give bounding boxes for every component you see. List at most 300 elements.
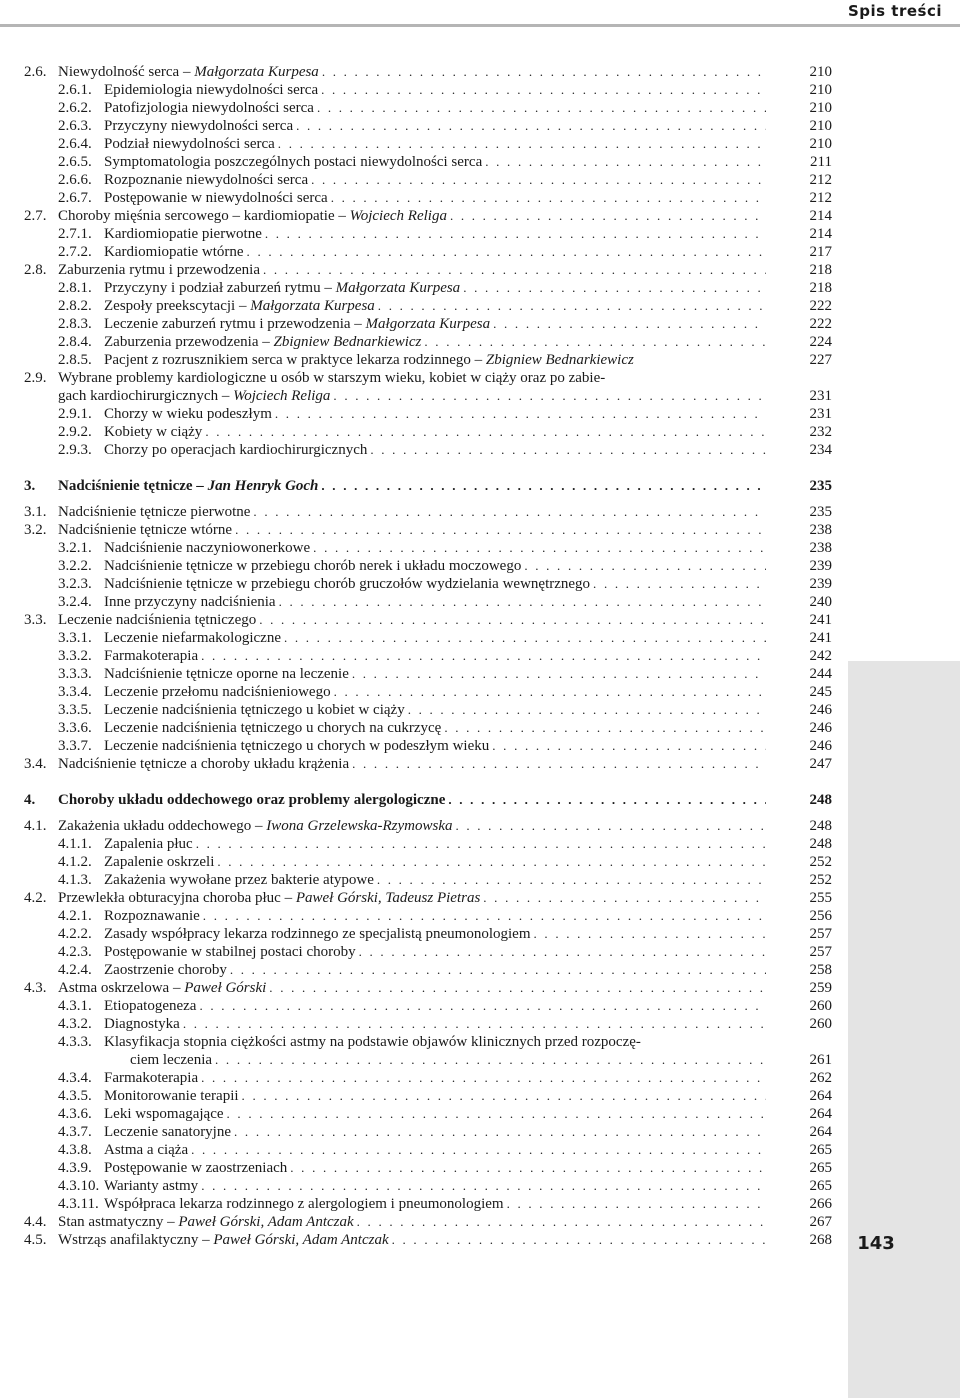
toc-entry-title: Leczenie zaburzeń rytmu i przewodzenia –	[104, 316, 366, 332]
dot-leader	[482, 153, 766, 171]
toc-entry-page: 256	[809, 908, 832, 924]
toc-entry-title: Leczenie nadciśnienia tętniczego u chorych w podeszłym wieku	[104, 738, 490, 754]
toc-entry-page: 224	[809, 334, 832, 350]
dot-leader	[590, 575, 766, 593]
toc-entry-title: Farmakoterapia	[104, 648, 199, 664]
dot-leader	[349, 665, 766, 683]
toc-entry-title: Kardiomiopatie wtórne	[104, 244, 244, 260]
toc-entry-number: 4.3.9.	[58, 1160, 92, 1176]
dot-leader	[198, 1177, 766, 1195]
toc-entry-page: 248	[809, 818, 832, 834]
toc-entry-number: 3.3.1.	[58, 630, 92, 646]
toc-entry[interactable]	[0, 997, 848, 1015]
toc-entry-author: Paweł Górski, Adam Antczak	[178, 1214, 354, 1230]
toc-entry[interactable]	[0, 423, 848, 441]
toc-entry-title: Astma oskrzelowa –	[58, 980, 185, 996]
toc-entry-title: Postępowanie w niewydolności serca	[104, 190, 328, 206]
toc-entry-number: 2.8.3.	[58, 316, 92, 332]
toc-entry-page: 258	[809, 962, 832, 978]
toc-entry-number: 4.2.1.	[58, 908, 92, 924]
toc-entry-page: 210	[809, 100, 832, 116]
dot-leader	[287, 1159, 766, 1177]
toc-entry[interactable]	[0, 171, 848, 189]
toc-entry-title: Zakażenia wywołane przez bakterie atypowe	[104, 872, 374, 888]
toc-entry-page: 247	[809, 756, 832, 772]
toc-entry-title: Przyczyny i podział zaburzeń rytmu –	[104, 280, 336, 296]
dot-leader	[375, 297, 766, 315]
toc-entry[interactable]	[0, 1159, 848, 1177]
toc-entry-number: 2.8.5.	[58, 352, 92, 368]
toc-entry-title: Symptomatologia poszczególnych postaci niewydolności serca	[104, 154, 483, 170]
toc-entry-page: 231	[809, 406, 832, 422]
toc-entry[interactable]	[0, 207, 848, 225]
toc-entry[interactable]	[0, 261, 848, 279]
toc-entry-page: 264	[809, 1106, 832, 1122]
toc-entry-number: 4.1.	[24, 818, 47, 834]
toc-entry-title: Choroby układu oddechowego oraz problemy alergologiczne	[58, 792, 446, 808]
toc-entry-number: 3.1.	[24, 504, 47, 520]
toc-entry-title: Nadciśnienie tętnicze w przebiegu chorób gruczołów wydzielania wewnętrznego	[104, 576, 591, 592]
toc-entry[interactable]	[0, 1231, 848, 1249]
toc-entry[interactable]	[0, 153, 848, 171]
toc-entry-author: Paweł Górski	[184, 980, 267, 996]
toc-entry-title: Leczenie nadciśnienia tętniczego u kobiet w ciąży	[104, 702, 405, 718]
toc-entry-number: 2.6.	[24, 64, 47, 80]
toc-entry-number: 4.3.11.	[58, 1196, 99, 1212]
toc-entry-page: 268	[809, 1232, 832, 1248]
dot-leader	[521, 557, 766, 575]
toc-entry-number: 3.3.7.	[58, 738, 92, 754]
toc-entry[interactable]	[0, 943, 848, 961]
dot-leader	[202, 423, 766, 441]
dot-leader	[421, 333, 766, 351]
toc-entry[interactable]	[0, 1069, 848, 1087]
dot-leader	[266, 979, 766, 997]
toc-entry[interactable]	[0, 979, 848, 997]
toc-entry-number: 2.7.	[24, 208, 47, 224]
toc-entry-page: 210	[809, 82, 832, 98]
dot-leader	[405, 701, 766, 719]
toc-entry-page: 210	[809, 64, 832, 80]
dot-leader	[349, 755, 766, 773]
toc-entry-number: 2.9.3.	[58, 442, 92, 458]
toc-entry-title: gach kardiochirurgicznych –	[58, 388, 234, 404]
toc-entry-number: 2.7.1.	[58, 226, 92, 242]
toc-entry-number: 3.2.3.	[58, 576, 92, 592]
toc-entry[interactable]	[0, 629, 848, 647]
toc-entry[interactable]	[0, 835, 848, 853]
toc-entry-number: 2.9.1.	[58, 406, 92, 422]
toc-entry-page: 231	[809, 388, 832, 404]
dot-leader	[489, 737, 766, 755]
toc-entry[interactable]	[0, 1033, 848, 1051]
toc-entry-number: 4.3.6.	[58, 1106, 92, 1122]
toc-entry-page: 255	[809, 890, 832, 906]
toc-entry-title: Leczenie przełomu nadciśnieniowego	[104, 684, 331, 700]
dot-leader	[262, 225, 766, 243]
toc-entry-number: 2.6.4.	[58, 136, 92, 152]
dot-leader	[198, 647, 766, 665]
toc-entry[interactable]	[0, 1195, 848, 1213]
toc-entry-page: 264	[809, 1124, 832, 1140]
toc-entry-page: 262	[809, 1070, 832, 1086]
toc-entry-number: 2.6.7.	[58, 190, 92, 206]
toc-entry[interactable]	[0, 99, 848, 117]
toc-entry-page: 217	[809, 244, 832, 260]
dot-leader	[447, 207, 766, 225]
toc-entry[interactable]	[0, 1177, 848, 1195]
toc-entry[interactable]	[0, 1141, 848, 1159]
toc-entry-page: 232	[809, 424, 832, 440]
dot-leader	[389, 1231, 766, 1249]
toc-entry-page: 246	[809, 720, 832, 736]
dot-leader	[331, 683, 766, 701]
toc-entry-page: 214	[809, 226, 832, 242]
dot-leader	[276, 593, 766, 611]
toc-entry-title: Leki wspomagające	[104, 1106, 224, 1122]
toc-entry-number: 2.8.1.	[58, 280, 92, 296]
toc-entry-title: Nadciśnienie tętnicze w przebiegu chorób nerek i układu moczowego	[104, 558, 522, 574]
toc-entry-title: Przewlekła obturacyjna choroba płuc –	[58, 890, 296, 906]
dot-leader	[319, 63, 766, 81]
toc-entry-page: 265	[809, 1160, 832, 1176]
toc-entry-number: 4.3.1.	[58, 998, 92, 1014]
dot-leader	[318, 81, 766, 99]
toc-entry-number: 4.5.	[24, 1232, 47, 1248]
toc-entry-number: 3.4.	[24, 756, 47, 772]
toc-entry-page: 235	[809, 504, 832, 520]
toc-entry-number: 4.3.8.	[58, 1142, 92, 1158]
toc-entry-page: 261	[809, 1052, 832, 1068]
toc-entry-page: 259	[809, 980, 832, 996]
toc-entry-number: 3.3.	[24, 612, 47, 628]
toc-entry-page: 241	[809, 630, 832, 646]
toc-entry-number: 3.2.1.	[58, 540, 92, 556]
toc-entry-page: 210	[809, 136, 832, 152]
toc-entry-number: 3.3.4.	[58, 684, 92, 700]
toc-entry[interactable]	[0, 225, 848, 243]
toc-entry-page: 252	[809, 872, 832, 888]
toc-entry-page: 234	[809, 442, 832, 458]
toc-entry-title: Stan astmatyczny –	[58, 1214, 179, 1230]
toc-entry[interactable]	[0, 297, 848, 315]
dot-leader	[490, 315, 766, 333]
toc-entry[interactable]	[0, 279, 848, 297]
toc-entry-number: 4.3.5.	[58, 1088, 92, 1104]
toc-entry-page: 241	[809, 612, 832, 628]
toc-entry[interactable]	[0, 647, 848, 665]
toc-entry-page: 267	[809, 1214, 832, 1230]
toc-entry[interactable]	[0, 117, 848, 135]
toc-entry-title: Podział niewydolności serca	[104, 136, 275, 152]
toc-entry-title: Chorzy w wieku podeszłym	[104, 406, 272, 422]
dot-leader	[460, 279, 766, 297]
toc-entry-title: Epidemiologia niewydolności serca	[104, 82, 319, 98]
toc-entry[interactable]	[0, 853, 848, 871]
toc-entry-number: 4.3.10.	[58, 1178, 100, 1194]
dot-leader	[260, 261, 766, 279]
toc-entry[interactable]	[0, 791, 848, 809]
toc-entry-page: 222	[809, 316, 832, 332]
dot-leader	[374, 871, 766, 889]
toc-entry-title: Przyczyny niewydolności serca	[104, 118, 294, 134]
toc-entry[interactable]	[0, 503, 848, 521]
toc-entry-page: 248	[809, 836, 832, 852]
toc-entry[interactable]	[0, 441, 848, 459]
dot-leader	[214, 853, 766, 871]
toc-entry-title: Wstrząs anafilaktyczny –	[58, 1232, 214, 1248]
toc-entry[interactable]	[0, 351, 848, 369]
toc-entry-title: Chorzy po operacjach kardiochirurgicznych	[104, 442, 368, 458]
toc-entry-number: 4.3.7.	[58, 1124, 92, 1140]
dot-leader	[354, 1213, 766, 1231]
toc-entry-title: Nadciśnienie tętnicze pierwotne	[58, 504, 251, 520]
toc-entry-number: 2.6.5.	[58, 154, 92, 170]
dot-leader	[224, 1105, 766, 1123]
toc-entry-number: 4.4.	[24, 1214, 47, 1230]
toc-entry-title: Nadciśnienie tętnicze wtórne	[58, 522, 233, 538]
dot-leader	[180, 1015, 766, 1033]
toc-entry-title: Patofizjologia niewydolności serca	[104, 100, 314, 116]
toc-entry[interactable]	[0, 593, 848, 611]
toc-entry-title: Nadciśnienie tętnicze a choroby układu krążenia	[58, 756, 350, 772]
toc-entry-number: 2.8.2.	[58, 298, 92, 314]
toc-entry[interactable]	[0, 1087, 848, 1105]
dot-leader	[328, 189, 766, 207]
toc-entry[interactable]	[0, 925, 848, 943]
toc-entry-title: Zaburzenia rytmu i przewodzenia	[58, 262, 260, 278]
toc-entry-page: 252	[809, 854, 832, 870]
toc-entry[interactable]	[0, 369, 848, 387]
toc-entry-page: 210	[809, 118, 832, 134]
toc-entry[interactable]	[0, 477, 848, 495]
toc-entry-title: Leczenie niefarmakologiczne	[104, 630, 281, 646]
toc-entry-author: Jan Henryk Goch	[207, 478, 319, 494]
dot-leader	[480, 889, 766, 907]
toc-entry[interactable]	[0, 961, 848, 979]
dot-leader	[310, 539, 766, 557]
toc-entry[interactable]	[0, 907, 848, 925]
toc-entry-number: 4.3.	[24, 980, 47, 996]
toc-entry[interactable]	[0, 737, 848, 755]
toc-entry-page: 265	[809, 1142, 832, 1158]
dot-leader	[231, 1123, 766, 1141]
toc-entry-page: 265	[809, 1178, 832, 1194]
toc-entry-page: 211	[810, 154, 832, 170]
toc-entry-title: Leczenie sanatoryjne	[104, 1124, 232, 1140]
toc-entry-title: Zapalenia płuc	[104, 836, 193, 852]
toc-entry-page: 260	[809, 1016, 832, 1032]
toc-entry-page: 245	[809, 684, 832, 700]
dot-leader	[200, 907, 766, 925]
toc-entry-title: Warianty astmy	[104, 1178, 199, 1194]
toc-entry-number: 2.8.4.	[58, 334, 92, 350]
toc-entry-page: 266	[809, 1196, 832, 1212]
toc-entry[interactable]	[0, 683, 848, 701]
dot-leader	[318, 477, 766, 495]
toc-entry-page: 264	[809, 1088, 832, 1104]
toc-entry[interactable]	[0, 871, 848, 889]
toc-entry-author: Małgorzata Kurpesa	[365, 316, 491, 332]
toc-entry[interactable]	[0, 387, 848, 405]
dot-leader	[293, 117, 766, 135]
toc-entry-author: Wojciech Religa	[233, 388, 331, 404]
toc-entry-title: Kardiomiopatie pierwotne	[104, 226, 262, 242]
toc-entry-number: 4.	[24, 792, 36, 808]
dot-leader	[193, 835, 766, 853]
toc-entry-page: 246	[809, 702, 832, 718]
toc-entry-number: 3.	[24, 478, 36, 494]
toc-entry-page: 239	[809, 558, 832, 574]
toc-entry[interactable]	[0, 243, 848, 261]
toc-entry-page: 222	[809, 298, 832, 314]
toc-entry-page: 242	[809, 648, 832, 664]
dot-leader	[356, 943, 766, 961]
dot-leader	[256, 611, 766, 629]
toc-entry-number: 2.7.2.	[58, 244, 92, 260]
toc-entry-title: Wybrane problemy kardiologiczne u osób w starszym wieku, kobiet w ciąży oraz po zabie-	[58, 370, 606, 386]
toc-entry[interactable]	[0, 1051, 848, 1069]
toc-entry-title: Niewydolność serca –	[58, 64, 195, 80]
toc-entry-page: 239	[809, 576, 832, 592]
toc-entry-number: 2.6.6.	[58, 172, 92, 188]
toc-entry-number: 4.1.2.	[58, 854, 92, 870]
dot-leader	[314, 99, 766, 117]
toc-entry-title: Rozpoznanie niewydolności serca	[104, 172, 309, 188]
toc-entry-title: Nadciśnienie naczyniowonerkowe	[104, 540, 311, 556]
dot-leader	[330, 387, 766, 405]
toc-entry-page: 238	[809, 540, 832, 556]
toc-entry-author: Małgorzata Kurpesa	[194, 64, 319, 80]
toc-entry[interactable]	[0, 701, 848, 719]
dot-leader	[239, 1087, 766, 1105]
dot-leader	[504, 1195, 766, 1213]
toc-entry-page: 257	[809, 944, 832, 960]
toc-entry-title: Leczenie nadciśnienia tętniczego u chorych na cukrzycę	[104, 720, 442, 736]
toc-entry-number: 4.3.3.	[58, 1034, 92, 1050]
toc-entry[interactable]	[0, 889, 848, 907]
toc-entry-title: Etiopatogeneza	[104, 998, 197, 1014]
toc-entry-page: 227	[809, 352, 832, 368]
toc-entry[interactable]	[0, 557, 848, 575]
toc-entry-number: 3.3.5.	[58, 702, 92, 718]
toc-entry-number: 2.6.3.	[58, 118, 92, 134]
toc-entry-author: Zbigniew Bednarkiewicz	[273, 334, 422, 350]
toc-entry-title: Nadciśnienie tętnicze oporne na leczenie	[104, 666, 349, 682]
toc-entry-page: 238	[809, 522, 832, 538]
toc-entry[interactable]	[0, 665, 848, 683]
dot-leader	[244, 243, 766, 261]
toc-entry[interactable]	[0, 1015, 848, 1033]
toc-entry-title: Rozpoznawanie	[104, 908, 200, 924]
toc-entry-title: Pacjent z rozrusznikiem serca w praktyce lekarza rodzinnego –	[104, 352, 486, 368]
toc-entry-page: 212	[809, 190, 832, 206]
toc-entry[interactable]	[0, 315, 848, 333]
toc-entry-number: 3.3.6.	[58, 720, 92, 736]
toc-entry-title: Farmakoterapia	[104, 1070, 199, 1086]
toc-entry-number: 4.1.3.	[58, 872, 92, 888]
toc-entry-page: 248	[809, 792, 832, 808]
toc-entry-number: 2.6.2.	[58, 100, 92, 116]
toc-entry-page: 214	[809, 208, 832, 224]
toc-entry-number: 4.3.4.	[58, 1070, 92, 1086]
dot-leader	[441, 719, 766, 737]
toc-entry-title: Zapalenie oskrzeli	[104, 854, 215, 870]
dot-leader	[198, 1069, 766, 1087]
toc-entry-number: 2.9.2.	[58, 424, 92, 440]
toc-entry-title: Diagnostyka	[104, 1016, 180, 1032]
toc-entry[interactable]	[0, 405, 848, 423]
toc-entry[interactable]	[0, 81, 848, 99]
toc-entry-author: Małgorzata Kurpesa	[335, 280, 461, 296]
toc-entry-author: Iwona Grzelewska-Rzymowska	[266, 818, 453, 834]
dot-leader	[281, 629, 766, 647]
toc-entry-number: 3.2.2.	[58, 558, 92, 574]
toc-entry-page: 212	[809, 172, 832, 188]
toc-entry-number: 3.2.4.	[58, 594, 92, 610]
toc-entry-title: Astma a ciąża	[104, 1142, 189, 1158]
toc-entry-number: 4.2.4.	[58, 962, 92, 978]
toc-entry-title: Klasyfikacja stopnia ciężkości astmy na podstawie objawów klinicznych przed rozpoczę-	[104, 1034, 641, 1050]
toc-entry-page: 246	[809, 738, 832, 754]
toc-entry-author: Paweł Górski, Adam Antczak	[213, 1232, 389, 1248]
toc-entry-number: 3.2.	[24, 522, 47, 538]
toc-entry-title: Współpraca lekarza rodzinnego z alergologiem i pneumonologiem	[104, 1196, 504, 1212]
dot-leader	[452, 817, 766, 835]
toc-entry[interactable]	[0, 1123, 848, 1141]
dot-leader	[196, 997, 766, 1015]
running-header-title: Spis treści	[847, 2, 942, 20]
toc-entry-number: 4.2.2.	[58, 926, 92, 942]
toc-entry-number: 4.1.1.	[58, 836, 92, 852]
dot-leader	[212, 1051, 766, 1069]
dot-leader	[250, 503, 766, 521]
toc-entry-author: Małgorzata Kurpesa	[250, 298, 375, 314]
toc-entry[interactable]	[0, 189, 848, 207]
toc-entry[interactable]	[0, 63, 848, 81]
toc-entry-page: 235	[809, 478, 832, 494]
toc-entry-number: 2.8.	[24, 262, 47, 278]
toc-entry-title: Postępowanie w stabilnej postaci choroby	[104, 944, 356, 960]
toc-entry[interactable]	[0, 135, 848, 153]
toc-entry-author: Paweł Górski, Tadeusz Pietras	[295, 890, 481, 906]
toc-entry[interactable]	[0, 817, 848, 835]
toc-entry[interactable]	[0, 719, 848, 737]
toc-entry-page: 244	[809, 666, 832, 682]
toc-entry-author: Wojciech Religa	[349, 208, 447, 224]
toc-entry[interactable]	[0, 575, 848, 593]
dot-leader	[188, 1141, 766, 1159]
toc-entry[interactable]	[0, 1213, 848, 1231]
toc-entry-title: ciem leczenia	[130, 1052, 213, 1068]
toc-entry-number: 3.3.2.	[58, 648, 92, 664]
toc-entry-number: 4.2.	[24, 890, 47, 906]
dot-leader	[272, 405, 766, 423]
toc-entry[interactable]	[0, 539, 848, 557]
toc-entry-page: 218	[809, 262, 832, 278]
dot-leader	[308, 171, 766, 189]
toc-entry[interactable]	[0, 333, 848, 351]
toc-entry-number: 4.2.3.	[58, 944, 92, 960]
toc-entry-title: Kobiety w ciąży	[104, 424, 203, 440]
toc-entry-title: Leczenie nadciśnienia tętniczego	[58, 612, 257, 628]
toc-entry-title: Zespoły preekscytacji –	[104, 298, 251, 314]
toc-entry[interactable]	[0, 521, 848, 539]
toc-entry[interactable]	[0, 755, 848, 773]
toc-entry-page: 257	[809, 926, 832, 942]
toc-entry[interactable]	[0, 611, 848, 629]
toc-entry[interactable]	[0, 1105, 848, 1123]
